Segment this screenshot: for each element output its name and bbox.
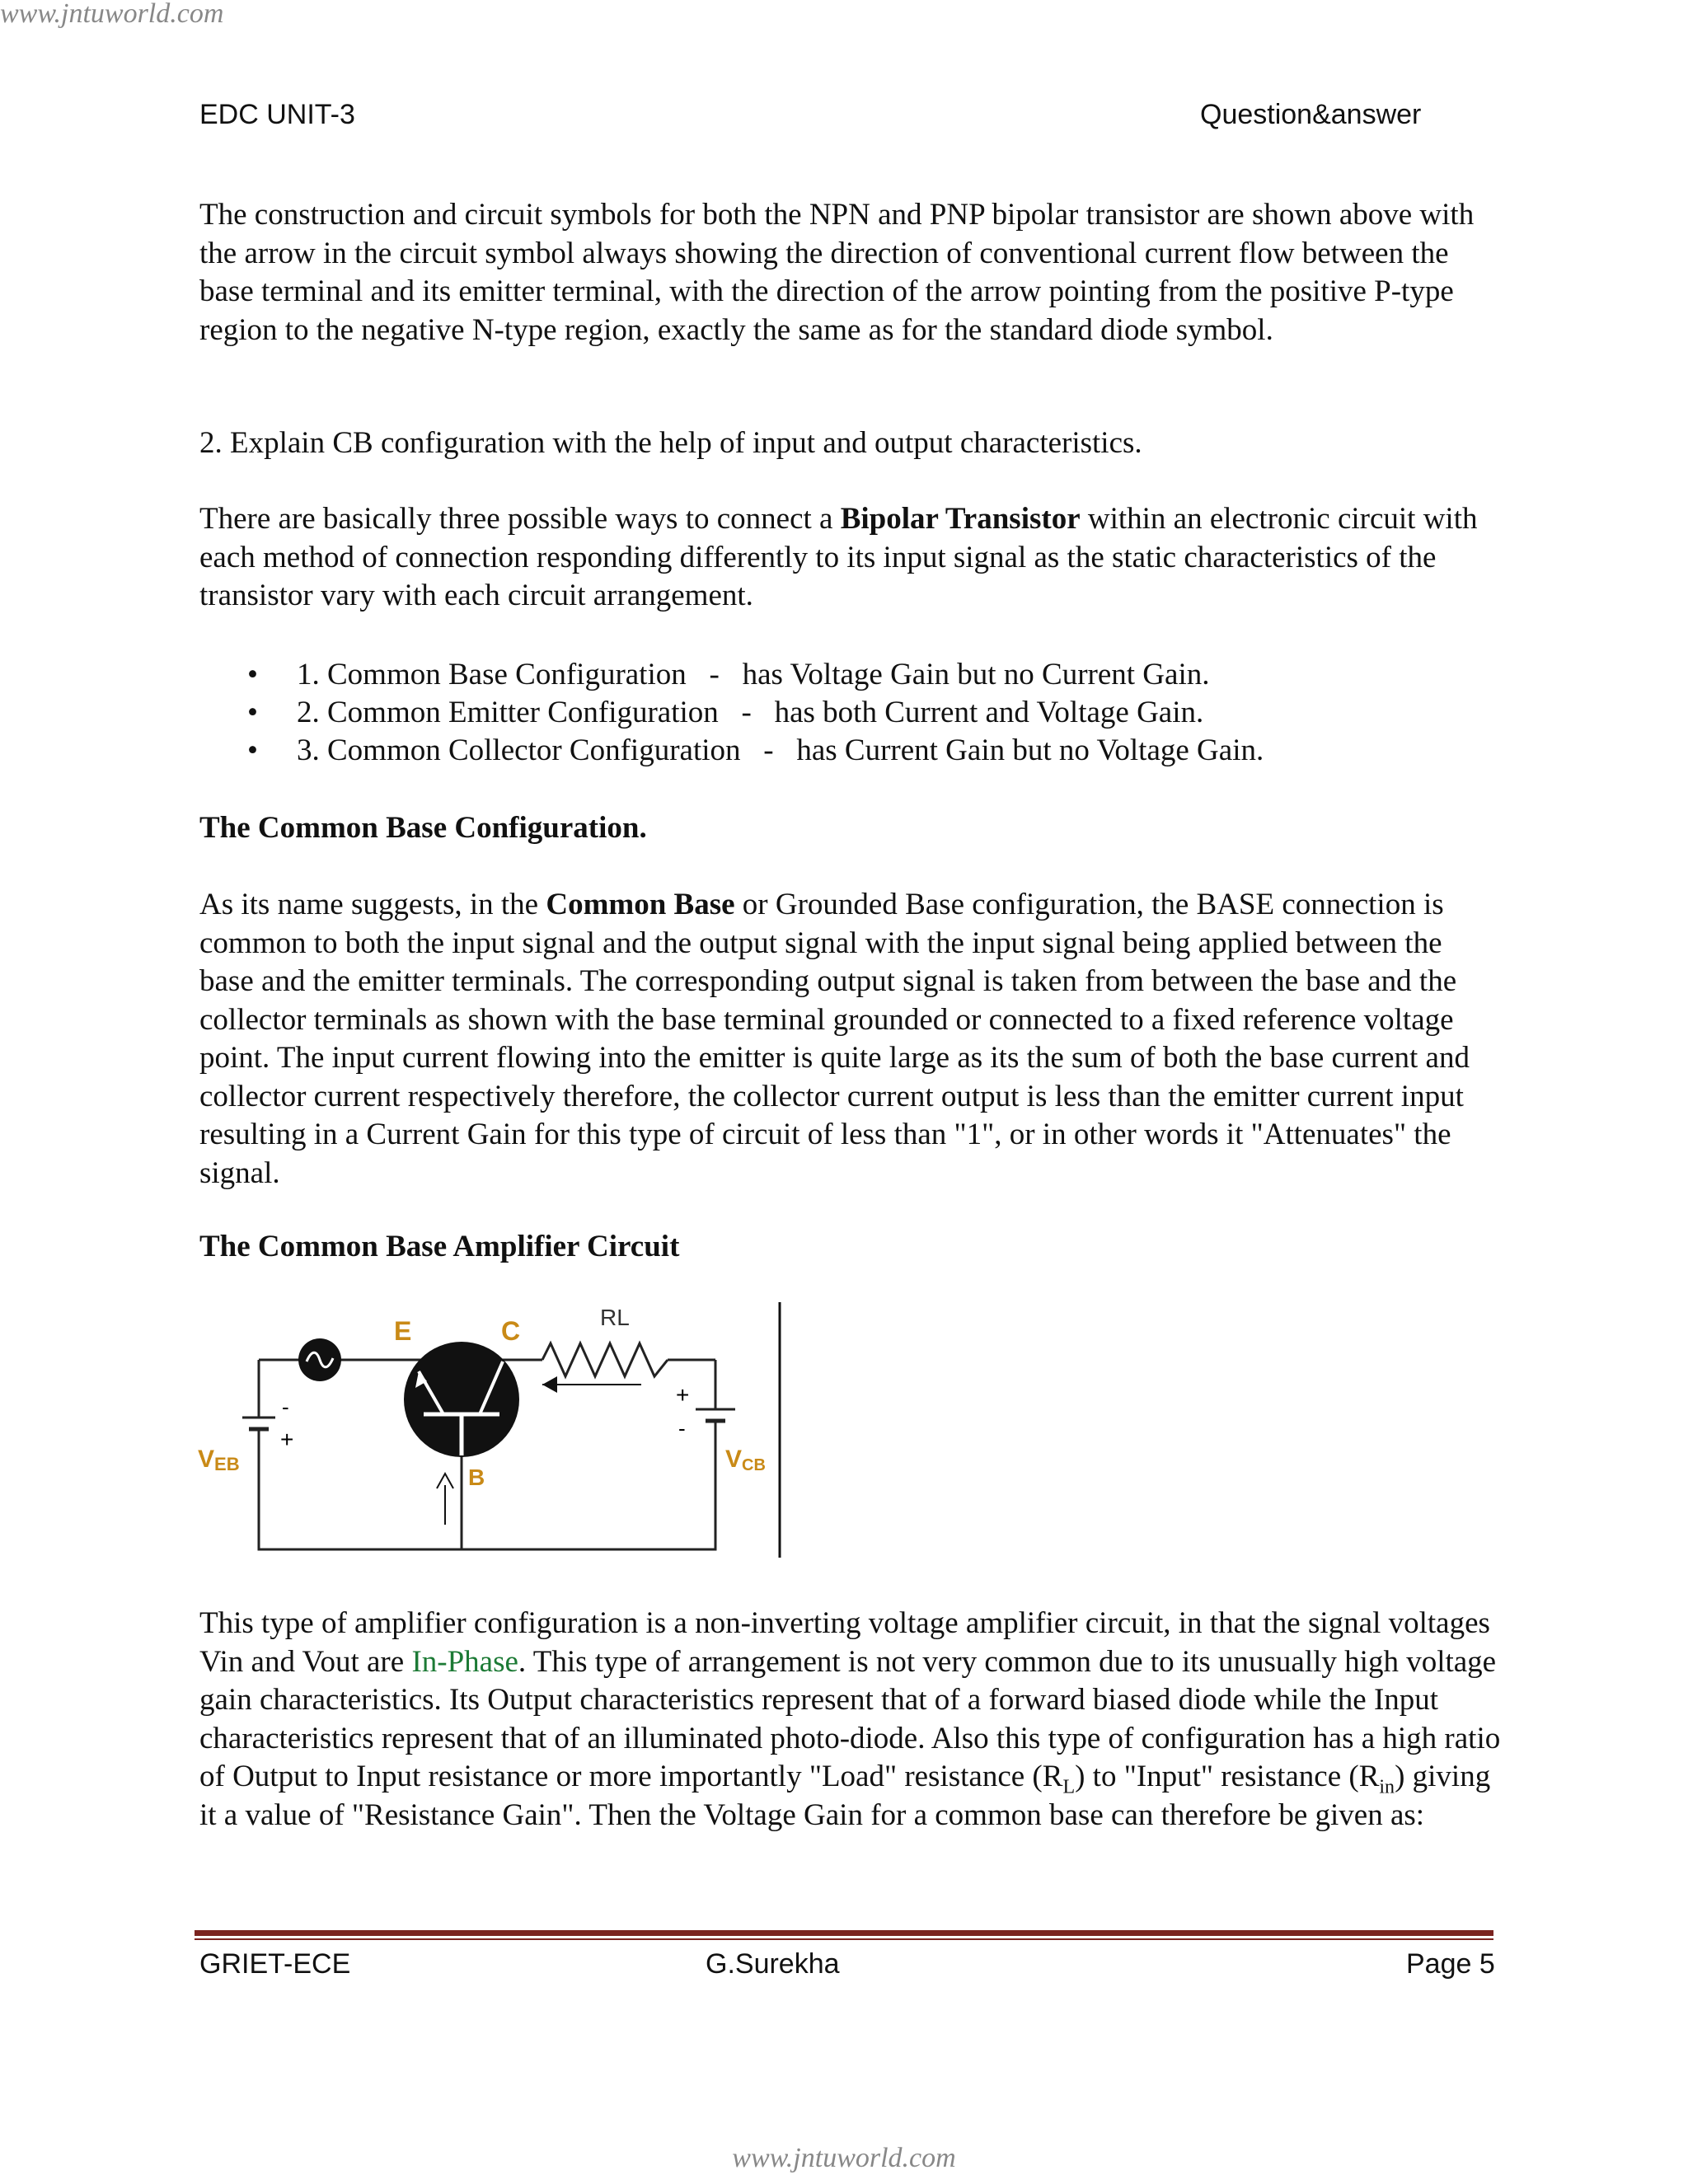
text-run: ) giving it a value of "Resistance Gain". Then the Voltage Gain for a common base can therefore be given as: (199, 1760, 1491, 1832)
bullet: • (247, 733, 258, 767)
text-run: There are basically three possible ways to connect a (199, 502, 841, 536)
bold-term-bipolar-transistor: Bipolar Transistor (840, 502, 1081, 536)
question-heading: 2. Explain CB configuration with the help of input and output characteristics. (199, 426, 1142, 460)
list-item (199, 732, 1264, 770)
list-item-text: 2. Common Emitter Configuration - has both Current and Voltage Gain. (297, 696, 1204, 729)
footer-rule-thick (195, 1930, 1493, 1936)
footer-left: GRIET-ECE (199, 1948, 351, 1980)
header-left: EDC UNIT-3 (199, 99, 355, 130)
subscript-in: in (1379, 1776, 1395, 1798)
transistor-icon (404, 1342, 519, 1457)
label-emitter: E (394, 1316, 412, 1346)
footer-author: G.Surekha (706, 1948, 840, 1980)
label-base: B (468, 1465, 485, 1490)
section-heading-amplifier-circuit: The Common Base Amplifier Circuit (199, 1230, 680, 1263)
list-item-text: 3. Common Collector Configuration - has Current Gain but no Voltage Gain. (297, 733, 1264, 767)
in-phase-link[interactable]: In-Phase (411, 1644, 518, 1679)
resistor-rl-icon (542, 1343, 668, 1376)
label-vcb: VCB (725, 1446, 766, 1474)
paragraph-three-ways (199, 500, 1502, 616)
text-run: . This type of arrangement is not very common due to its unusually high voltage gain characteristics. Its Output characteristics represent that of a forward biased diode while the Input characteristics represent that of an illuminated photo-diode. Also this type of configuration has a high ratio of Output to Input resistance or more importantly "Load" resistance (R (199, 1644, 1501, 1793)
text-run: This type of amplifier configuration is a non-inverting voltage amplifier circuit, in that the signal voltages Vin and Vout are (199, 1606, 1490, 1679)
battery-vcb-icon (676, 1382, 735, 1441)
base-current-arrow-icon (437, 1474, 453, 1525)
paragraph-common-base (199, 886, 1502, 1193)
paragraph-construction: The construction and circuit symbols for both the NPN and PNP bipolar transistor are shown above with the arrow in the circuit symbol always showing the direction of conventional current flow between the base terminal and its emitter terminal, with the direction of the arrow pointing from the positive P-type region to the negative N-type region, exactly the same as for the standard diode symbol. (199, 198, 1475, 347)
label-veb: VEB (198, 1446, 240, 1474)
text-run: ) to "Input" resistance (R (1075, 1760, 1380, 1793)
footer-rule-thin (195, 1938, 1493, 1940)
battery-vcb-minus: - (678, 1416, 686, 1441)
section-heading-common-base: The Common Base Configuration. (199, 811, 647, 845)
battery-vcb-plus: + (676, 1382, 690, 1408)
page-number: Page 5 (1406, 1948, 1495, 1980)
text-run: or Grounded Base configuration, the BASE connection is common to both the input signal and the output signal with the input signal being applied between the base and the emitter terminals. The corresponding output signal is taken from between the base and the collector terminals as shown with the base terminal grounded or connected to a fixed reference voltage point. The input current flowing into the emitter is quite large as its the sum of both the base current and collector current respectively therefore, the collector current output is less than the emitter current input resulting in a Current Gain for this type of circuit of less than "1", or in other words it "Attenuates" the signal. (199, 888, 1470, 1190)
bullet: • (247, 658, 258, 691)
list-item-text: 1. Common Base Configuration - has Voltage Gain but no Current Gain. (297, 658, 1210, 691)
battery-veb-plus: + (280, 1427, 294, 1452)
configuration-list (199, 656, 1264, 770)
common-base-circuit-diagram (196, 1302, 790, 1562)
list-item (199, 656, 1264, 694)
watermark-top: www.jntuworld.com (0, 0, 224, 29)
subscript-l: L (1062, 1776, 1076, 1798)
paragraph-amplifier-description (199, 1605, 1502, 1835)
battery-veb-icon (242, 1394, 293, 1452)
header-right: Question&answer (1200, 99, 1422, 130)
list-item (199, 694, 1264, 732)
label-collector: C (501, 1316, 521, 1346)
label-rl: RL (600, 1305, 630, 1330)
bold-term-common-base: Common Base (546, 888, 735, 921)
ac-source-icon (298, 1338, 341, 1381)
watermark-bottom: www.jntuworld.com (732, 2143, 956, 2173)
collector-current-arrow-icon (542, 1376, 641, 1393)
battery-veb-minus: - (282, 1394, 289, 1419)
bullet: • (247, 696, 258, 729)
text-run: As its name suggests, in the (199, 888, 546, 921)
text-run: within an electronic circuit with each method of connection responding differently to its input signal as the static characteristics of the transistor vary with each circuit arrangement. (199, 502, 1478, 612)
